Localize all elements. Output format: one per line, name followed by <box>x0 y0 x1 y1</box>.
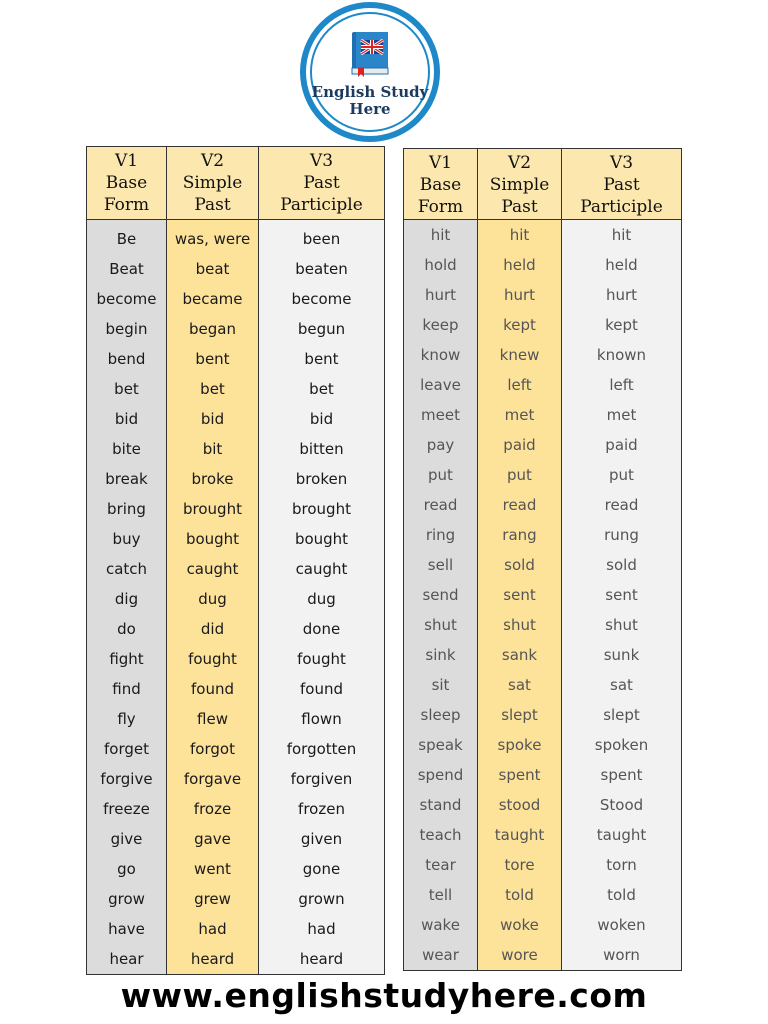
past-participle-cell: woken <box>562 910 682 940</box>
past-participle-cell: slept <box>562 700 682 730</box>
left-table-body <box>87 220 385 975</box>
base-form-cell: tear <box>404 850 478 880</box>
past-participle-cell: hit <box>562 220 682 251</box>
header-row <box>404 149 682 220</box>
past-participle-cell: forgotten <box>259 734 385 764</box>
past-participle-cell: put <box>562 460 682 490</box>
simple-past-cell: wore <box>478 940 562 971</box>
simple-past-cell: tore <box>478 850 562 880</box>
simple-past-cell: put <box>478 460 562 490</box>
base-form-cell: wake <box>404 910 478 940</box>
base-form-cell: hit <box>404 220 478 251</box>
table-row <box>404 760 682 790</box>
past-participle-cell: found <box>259 674 385 704</box>
table-row <box>404 340 682 370</box>
table-row <box>87 254 385 284</box>
past-participle-cell: given <box>259 824 385 854</box>
past-participle-cell: left <box>562 370 682 400</box>
table-row <box>404 310 682 340</box>
past-participle-cell: spoken <box>562 730 682 760</box>
past-participle-cell: paid <box>562 430 682 460</box>
base-form-cell: know <box>404 340 478 370</box>
past-participle-cell: flown <box>259 704 385 734</box>
base-form-cell: bid <box>87 404 167 434</box>
table-row <box>87 494 385 524</box>
header-v3: V3 Past Participle <box>259 147 385 220</box>
past-participle-cell: spent <box>562 760 682 790</box>
table-row <box>404 250 682 280</box>
base-form-cell: Beat <box>87 254 167 284</box>
simple-past-cell: hurt <box>478 280 562 310</box>
base-form-cell: forgive <box>87 764 167 794</box>
base-form-cell: stand <box>404 790 478 820</box>
past-participle-cell: kept <box>562 310 682 340</box>
simple-past-cell: did <box>167 614 259 644</box>
base-form-cell: sell <box>404 550 478 580</box>
base-form-cell: bite <box>87 434 167 464</box>
header-v1: V1 Base Form <box>87 147 167 220</box>
past-participle-cell: grown <box>259 884 385 914</box>
table-row <box>87 554 385 584</box>
table-row <box>87 674 385 704</box>
table-row <box>87 704 385 734</box>
base-form-cell: hear <box>87 944 167 975</box>
table-row <box>404 730 682 760</box>
base-form-cell: spend <box>404 760 478 790</box>
logo-text <box>300 84 440 118</box>
simple-past-cell: sat <box>478 670 562 700</box>
table-row <box>87 854 385 884</box>
header-v2: V2 Simple Past <box>478 149 562 220</box>
past-participle-cell: sold <box>562 550 682 580</box>
table-row <box>87 314 385 344</box>
table-row <box>87 464 385 494</box>
base-form-cell: sit <box>404 670 478 700</box>
table-row <box>404 820 682 850</box>
past-participle-cell: held <box>562 250 682 280</box>
past-participle-cell: rung <box>562 520 682 550</box>
base-form-cell: teach <box>404 820 478 850</box>
simple-past-cell: had <box>167 914 259 944</box>
table-row <box>404 940 682 971</box>
simple-past-cell: went <box>167 854 259 884</box>
verbs-table-right <box>403 148 682 971</box>
simple-past-cell: met <box>478 400 562 430</box>
table-row <box>87 824 385 854</box>
base-form-cell: bet <box>87 374 167 404</box>
simple-past-cell: knew <box>478 340 562 370</box>
past-participle-cell: hurt <box>562 280 682 310</box>
header-v1: V1 Base Form <box>404 149 478 220</box>
logo-line-1: English Study <box>311 83 429 101</box>
simple-past-cell: found <box>167 674 259 704</box>
simple-past-cell: kept <box>478 310 562 340</box>
simple-past-cell: told <box>478 880 562 910</box>
past-participle-cell: known <box>562 340 682 370</box>
simple-past-cell: fought <box>167 644 259 674</box>
base-form-cell: leave <box>404 370 478 400</box>
past-participle-cell: bet <box>259 374 385 404</box>
simple-past-cell: froze <box>167 794 259 824</box>
simple-past-cell: held <box>478 250 562 280</box>
simple-past-cell: heard <box>167 944 259 975</box>
book-flag-icon <box>348 28 394 78</box>
table-row <box>404 370 682 400</box>
past-participle-cell: sat <box>562 670 682 700</box>
base-form-cell: hold <box>404 250 478 280</box>
simple-past-cell: sold <box>478 550 562 580</box>
table-row <box>404 700 682 730</box>
base-form-cell: fly <box>87 704 167 734</box>
table-row <box>404 520 682 550</box>
simple-past-cell: became <box>167 284 259 314</box>
table-row <box>404 460 682 490</box>
base-form-cell: ring <box>404 520 478 550</box>
table-row <box>404 430 682 460</box>
simple-past-cell: sent <box>478 580 562 610</box>
table-row <box>87 404 385 434</box>
past-participle-cell: done <box>259 614 385 644</box>
simple-past-cell: bent <box>167 344 259 374</box>
past-participle-cell: told <box>562 880 682 910</box>
base-form-cell: wear <box>404 940 478 971</box>
simple-past-cell: woke <box>478 910 562 940</box>
past-participle-cell: begun <box>259 314 385 344</box>
table-row <box>87 584 385 614</box>
base-form-cell: bend <box>87 344 167 374</box>
base-form-cell: give <box>87 824 167 854</box>
header-row <box>87 147 385 220</box>
base-form-cell: begin <box>87 314 167 344</box>
base-form-cell: Be <box>87 220 167 255</box>
simple-past-cell: slept <box>478 700 562 730</box>
simple-past-cell: flew <box>167 704 259 734</box>
past-participle-cell: had <box>259 914 385 944</box>
verbs-table-left <box>86 146 385 975</box>
base-form-cell: sleep <box>404 700 478 730</box>
simple-past-cell: rang <box>478 520 562 550</box>
header-v3: V3 Past Participle <box>562 149 682 220</box>
base-form-cell: grow <box>87 884 167 914</box>
table-row <box>404 550 682 580</box>
table-row <box>404 580 682 610</box>
table-row <box>404 400 682 430</box>
base-form-cell: sink <box>404 640 478 670</box>
simple-past-cell: bid <box>167 404 259 434</box>
table-row <box>87 524 385 554</box>
past-participle-cell: bitten <box>259 434 385 464</box>
past-participle-cell: bought <box>259 524 385 554</box>
header-v2: V2 Simple Past <box>167 147 259 220</box>
logo-line-2: Here <box>349 100 391 118</box>
right-table-body <box>404 220 682 971</box>
simple-past-cell: spoke <box>478 730 562 760</box>
table-row <box>87 374 385 404</box>
table-row <box>404 850 682 880</box>
past-participle-cell: Stood <box>562 790 682 820</box>
table-row <box>87 884 385 914</box>
past-participle-cell: shut <box>562 610 682 640</box>
past-participle-cell: torn <box>562 850 682 880</box>
table-row <box>404 910 682 940</box>
base-form-cell: shut <box>404 610 478 640</box>
past-participle-cell: sunk <box>562 640 682 670</box>
base-form-cell: bring <box>87 494 167 524</box>
past-participle-cell: read <box>562 490 682 520</box>
simple-past-cell: paid <box>478 430 562 460</box>
base-form-cell: fight <box>87 644 167 674</box>
base-form-cell: hurt <box>404 280 478 310</box>
base-form-cell: find <box>87 674 167 704</box>
past-participle-cell: gone <box>259 854 385 884</box>
simple-past-cell: stood <box>478 790 562 820</box>
simple-past-cell: dug <box>167 584 259 614</box>
past-participle-cell: worn <box>562 940 682 971</box>
past-participle-cell: broken <box>259 464 385 494</box>
table-row <box>87 220 385 255</box>
site-logo <box>300 2 440 142</box>
base-form-cell: go <box>87 854 167 884</box>
simple-past-cell: broke <box>167 464 259 494</box>
table-row <box>87 614 385 644</box>
table-row <box>404 790 682 820</box>
simple-past-cell: hit <box>478 220 562 251</box>
table-row <box>87 794 385 824</box>
table-row <box>87 284 385 314</box>
base-form-cell: speak <box>404 730 478 760</box>
simple-past-cell: taught <box>478 820 562 850</box>
simple-past-cell: grew <box>167 884 259 914</box>
simple-past-cell: bet <box>167 374 259 404</box>
past-participle-cell: fought <box>259 644 385 674</box>
past-participle-cell: heard <box>259 944 385 975</box>
base-form-cell: meet <box>404 400 478 430</box>
table-row <box>404 280 682 310</box>
base-form-cell: put <box>404 460 478 490</box>
simple-past-cell: forgave <box>167 764 259 794</box>
base-form-cell: become <box>87 284 167 314</box>
table-row <box>87 944 385 975</box>
table-row <box>404 220 682 251</box>
past-participle-cell: been <box>259 220 385 255</box>
table-row <box>87 344 385 374</box>
base-form-cell: do <box>87 614 167 644</box>
base-form-cell: send <box>404 580 478 610</box>
simple-past-cell: began <box>167 314 259 344</box>
simple-past-cell: bought <box>167 524 259 554</box>
base-form-cell: tell <box>404 880 478 910</box>
table-row <box>404 670 682 700</box>
base-form-cell: break <box>87 464 167 494</box>
footer-url[interactable]: www.englishstudyhere.com <box>120 976 648 1015</box>
table-row <box>404 880 682 910</box>
simple-past-cell: sank <box>478 640 562 670</box>
simple-past-cell: read <box>478 490 562 520</box>
simple-past-cell: left <box>478 370 562 400</box>
base-form-cell: forget <box>87 734 167 764</box>
simple-past-cell: brought <box>167 494 259 524</box>
base-form-cell: have <box>87 914 167 944</box>
base-form-cell: buy <box>87 524 167 554</box>
simple-past-cell: spent <box>478 760 562 790</box>
base-form-cell: keep <box>404 310 478 340</box>
past-participle-cell: met <box>562 400 682 430</box>
table-row <box>404 640 682 670</box>
past-participle-cell: bid <box>259 404 385 434</box>
past-participle-cell: beaten <box>259 254 385 284</box>
simple-past-cell: beat <box>167 254 259 284</box>
base-form-cell: catch <box>87 554 167 584</box>
table-row <box>87 914 385 944</box>
past-participle-cell: bent <box>259 344 385 374</box>
past-participle-cell: become <box>259 284 385 314</box>
base-form-cell: pay <box>404 430 478 460</box>
past-participle-cell: sent <box>562 580 682 610</box>
past-participle-cell: caught <box>259 554 385 584</box>
past-participle-cell: dug <box>259 584 385 614</box>
simple-past-cell: was, were <box>167 220 259 255</box>
table-row <box>87 734 385 764</box>
simple-past-cell: caught <box>167 554 259 584</box>
table-row <box>87 644 385 674</box>
simple-past-cell: shut <box>478 610 562 640</box>
table-row <box>404 490 682 520</box>
base-form-cell: freeze <box>87 794 167 824</box>
table-row <box>87 434 385 464</box>
past-participle-cell: frozen <box>259 794 385 824</box>
past-participle-cell: brought <box>259 494 385 524</box>
simple-past-cell: gave <box>167 824 259 854</box>
table-row <box>404 610 682 640</box>
past-participle-cell: taught <box>562 820 682 850</box>
base-form-cell: read <box>404 490 478 520</box>
table-row <box>87 764 385 794</box>
past-participle-cell: forgiven <box>259 764 385 794</box>
simple-past-cell: forgot <box>167 734 259 764</box>
base-form-cell: dig <box>87 584 167 614</box>
simple-past-cell: bit <box>167 434 259 464</box>
